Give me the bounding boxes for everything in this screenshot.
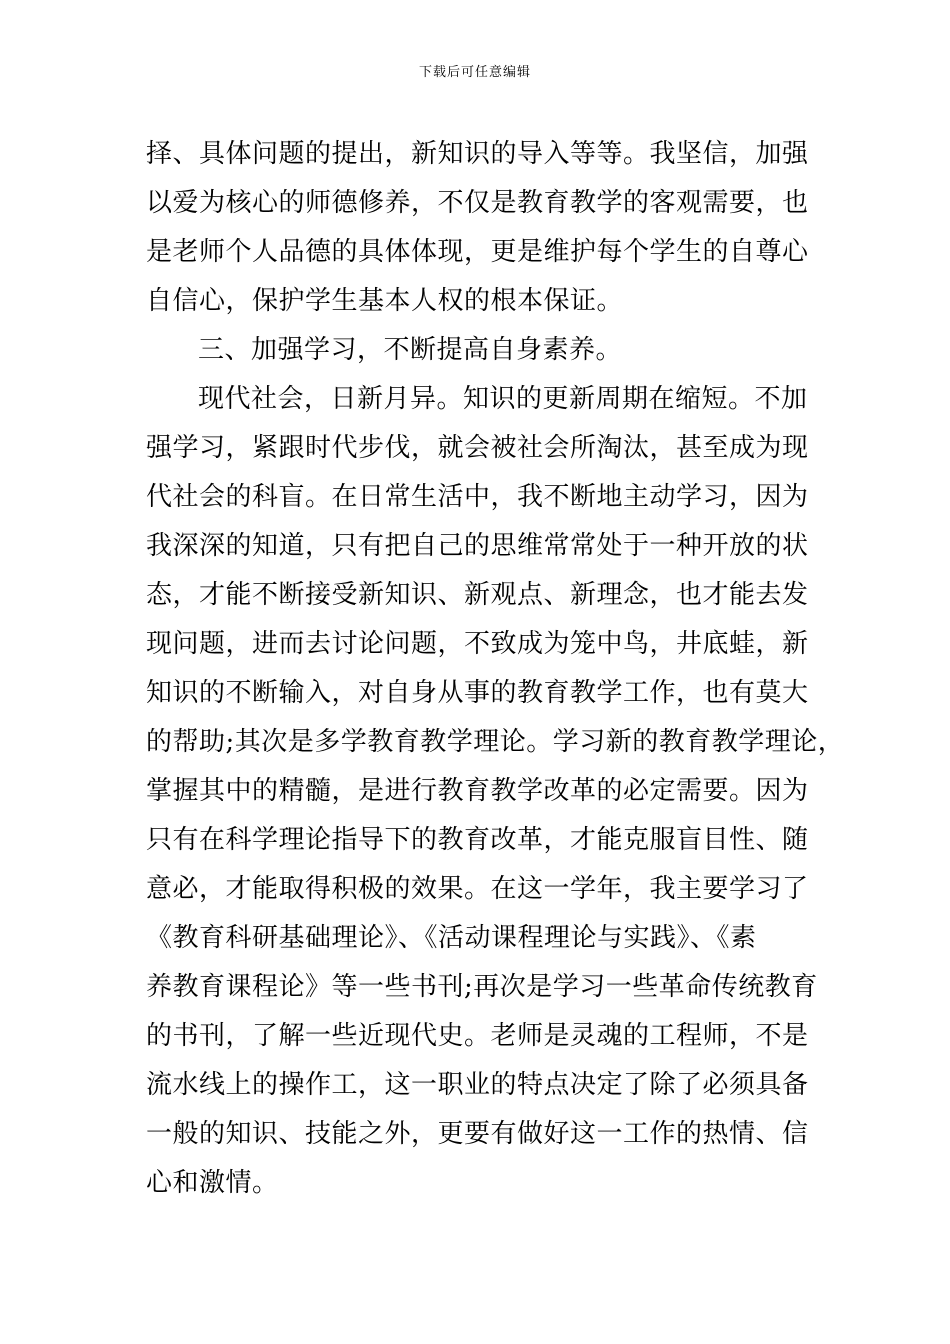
text-line: 态，才能不断接受新知识、新观点、新理念，也才能去发: [146, 580, 809, 610]
text-line: 是老师个人品德的具体体现，更是维护每个学生的自尊心: [146, 237, 809, 267]
section-heading: 三、加强学习，不断提高自身素养。: [198, 335, 623, 365]
text-line: 自信心，保护学生基本人权的根本保证。: [146, 286, 624, 316]
text-line: 代社会的科盲。在日常生活中，我不断地主动学习，因为: [146, 482, 809, 512]
text-line: 的书刊，了解一些近现代史。老师是灵魂的工程师，不是: [146, 1021, 809, 1051]
text-line: 意必，才能取得积极的效果。在这一学年，我主要学习了: [146, 874, 809, 904]
body-text: [146, 130, 845, 1208]
text-line: 养教育课程论》等一些书刊;再次是学习一些革命传统教育: [146, 972, 818, 1002]
text-line: 知识的不断输入，对自身从事的教育教学工作，也有莫大: [146, 678, 809, 708]
text-line: 只有在科学理论指导下的教育改革，才能克服盲目性、随: [146, 825, 809, 855]
text-line: 《教育科研基础理论》、《活动课程理论与实践》、《素: [146, 923, 757, 953]
text-line: 现问题，进而去讨论问题，不致成为笼中鸟，井底蛙，新: [146, 629, 809, 659]
text-line: 的帮助;其次是多学教育教学理论。学习新的教育教学理论，: [146, 727, 845, 757]
text-line: 我深深的知道，只有把自己的思维常常处于一种开放的状: [146, 531, 809, 561]
text-line: 现代社会，日新月异。知识的更新周期在缩短。不加: [198, 384, 808, 414]
text-line: 强学习，紧跟时代步伐，就会被社会所淘汰，甚至成为现: [146, 433, 809, 463]
page-header: 下载后可任意编辑: [418, 65, 531, 80]
text-line: 择、具体问题的提出，新知识的导入等等。我坚信，加强: [146, 139, 809, 169]
text-line: 以爱为核心的师德修养，不仅是教育教学的客观需要，也: [146, 188, 809, 218]
text-line: 一般的知识、技能之外，更要有做好这一工作的热情、信: [146, 1119, 809, 1149]
text-line: 流水线上的操作工，这一职业的特点决定了除了必须具备: [146, 1070, 809, 1100]
text-line: 心和激情。: [146, 1168, 279, 1198]
text-line: 掌握其中的精髓，是进行教育教学改革的必定需要。因为: [146, 776, 809, 806]
